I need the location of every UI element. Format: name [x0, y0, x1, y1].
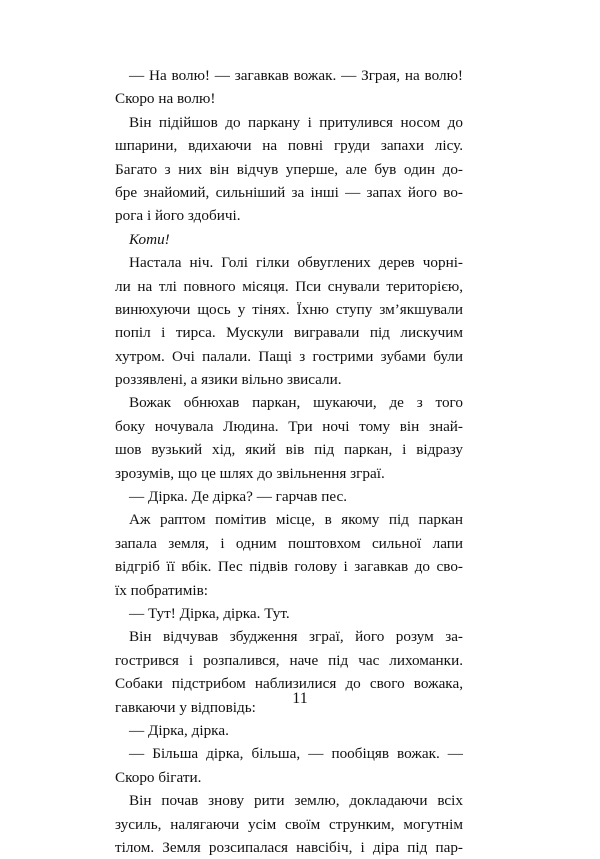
- page-text-block: [115, 64, 463, 859]
- text-line: хутром. Очі палали. Пащі з гострими зубами були: [115, 347, 463, 365]
- text-line: — Дірка, дірка.: [129, 721, 229, 739]
- text-line: Він відчував збудження зграї, його розум за-: [129, 628, 463, 646]
- text-line: Він підійшов до паркану і притулився носом до: [129, 113, 463, 131]
- text-line: Скоро бігати.: [115, 768, 202, 786]
- text-line: Він почав знову рити землю, докладаючи всіх: [129, 792, 463, 810]
- text-line: рога і його здобичі.: [115, 207, 241, 225]
- text-line: — Більша дірка, більша, — пообіцяв вожак. —: [129, 745, 463, 763]
- text-line: — Дірка. Де дірка? — гарчав пес.: [129, 488, 347, 506]
- text-line: Багато з них він відчув уперше, але був один до-: [115, 160, 463, 178]
- text-line: — На волю! — загавкав вожак. — Зграя, на волю!: [129, 67, 463, 84]
- text-line: Коти!: [129, 230, 170, 248]
- text-line: — Тут! Дірка, дірка. Тут.: [129, 604, 290, 622]
- text-line: Вожак обнюхав паркан, шукаючи, де з того: [129, 394, 463, 412]
- text-line: роззявлені, а язики вільно звисали.: [115, 371, 342, 389]
- text-line: ли на тлі повного місяця. Пси снували територією,: [115, 277, 463, 295]
- text-line: гавкаючи у відповідь:: [115, 698, 256, 716]
- text-line: Собаки підстрибом наблизилися до свого вожака,: [115, 675, 463, 693]
- text-line: попіл і тирса. Мускули вигравали під лискучим: [115, 324, 463, 342]
- text-line: винюхуючи щось у тінях. Їхню ступу зм’якшували: [115, 300, 463, 318]
- text-line: бре знайомий, сильніший за інші — запах його во-: [115, 183, 463, 201]
- text-line: Скоро на волю!: [115, 90, 216, 108]
- text-line: шов вузький хід, який вів під паркан, і відразу: [115, 441, 463, 459]
- text-line: Аж раптом помітив місце, в якому під паркан: [129, 511, 463, 529]
- text-line: зусиль, налягаючи усім своїм струнким, могутнім: [115, 815, 463, 833]
- text-line: їх побратимів:: [115, 581, 208, 599]
- text-line: боку ночувала Людина. Три ночі тому він знай-: [115, 417, 463, 435]
- page-number: 11: [292, 690, 308, 707]
- text-line: запала земля, і одним поштовхом сильної лапи: [115, 534, 463, 552]
- text-line: шпарини, вдихаючи на повні груди запахи лісу.: [115, 137, 463, 155]
- text-line: Настала ніч. Голі гілки обвуглених дерев чорні-: [129, 254, 463, 272]
- text-line: зрозумів, що це шлях до звільнення зграї.: [115, 464, 385, 482]
- text-line: відгріб її вбік. Пес підвів голову і загавкав до сво-: [115, 558, 463, 576]
- text-line: гострився і розпалився, наче під час лихоманки.: [115, 651, 463, 669]
- text-line: тілом. Земля розсипалася навсібіч, і діра під пар-: [115, 838, 463, 856]
